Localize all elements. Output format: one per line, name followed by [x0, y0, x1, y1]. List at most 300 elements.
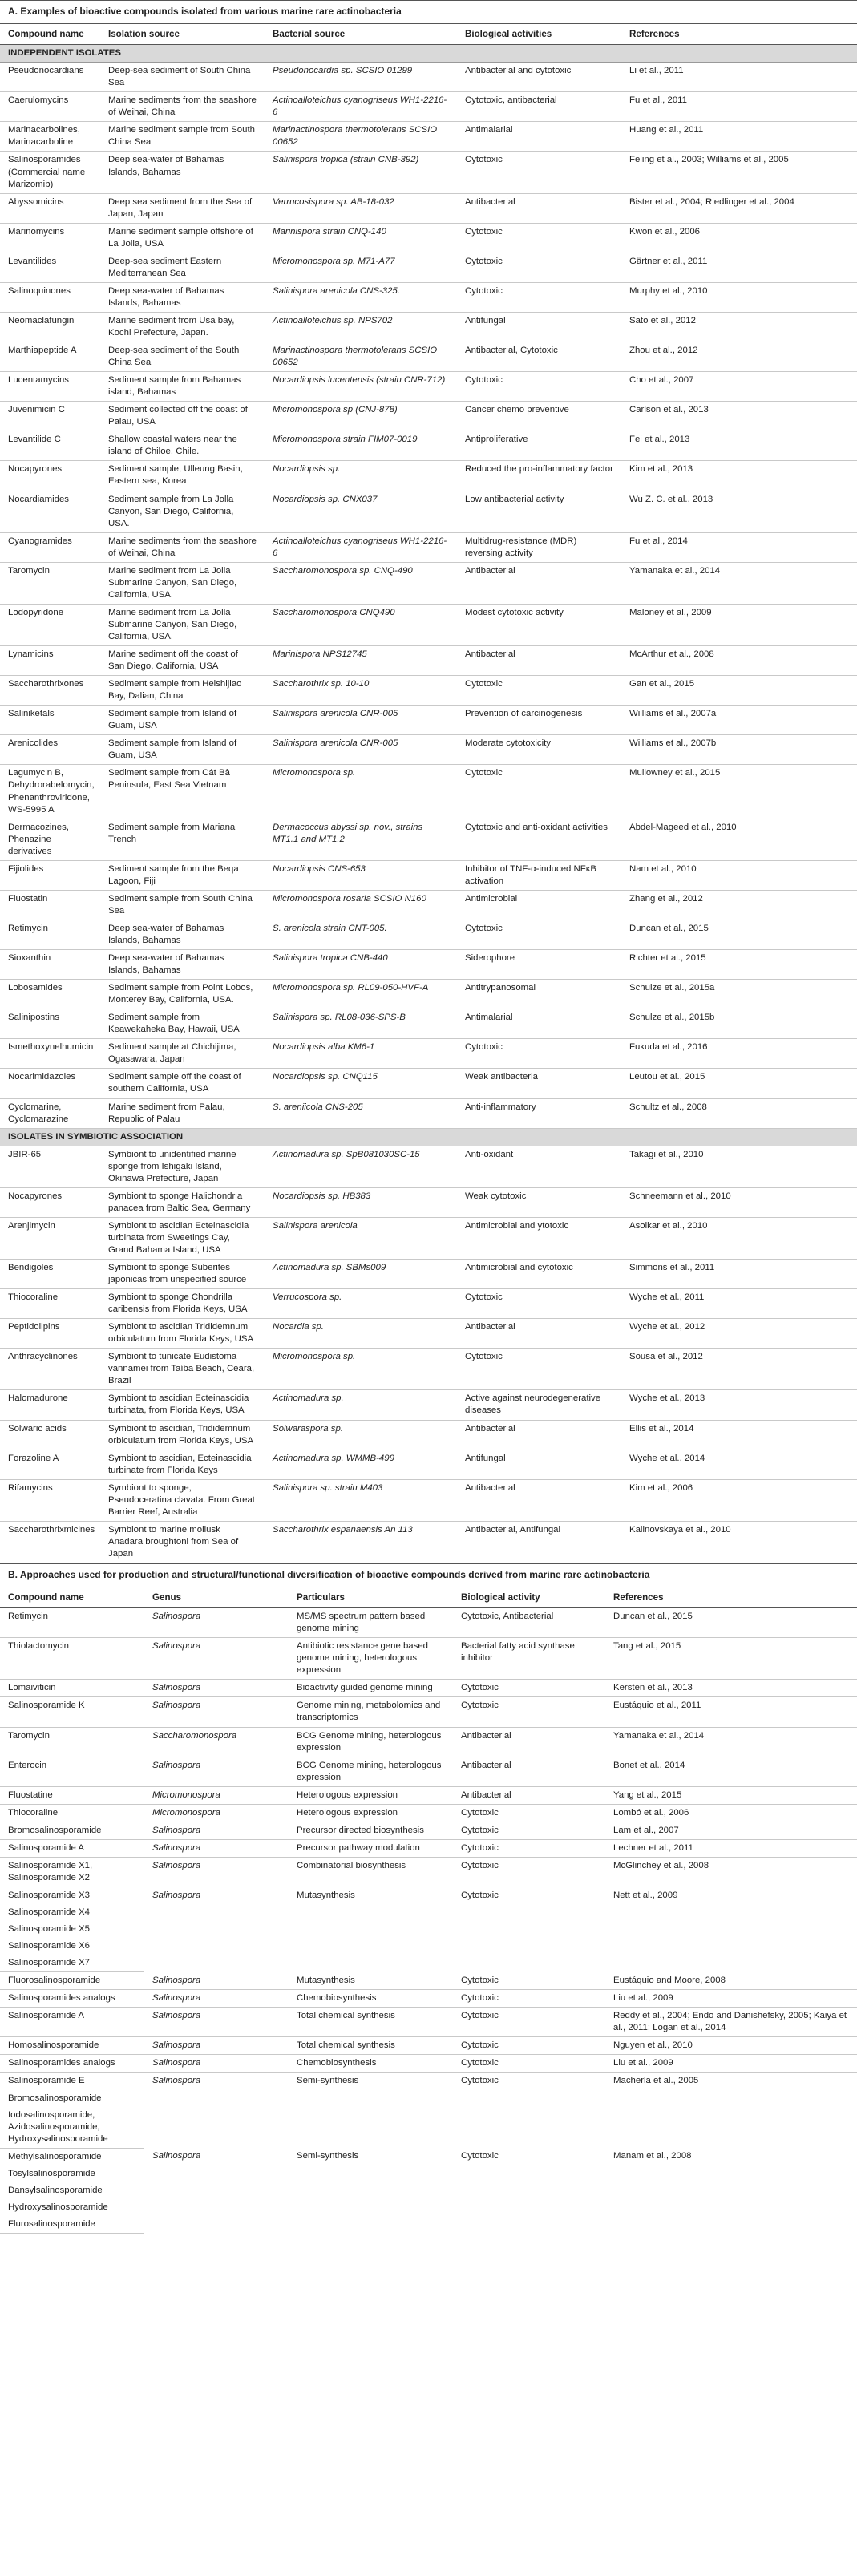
cell-bacterial-source: Salinispora arenicola CNR-005 [265, 706, 457, 735]
cell-references: Liu et al., 2009 [605, 2055, 857, 2073]
cell-biological-activity: Bacterial fatty acid synthase inhibitor [453, 1638, 605, 1680]
cell-particulars: Heterologous expression [289, 1786, 453, 1804]
table-row [0, 2055, 857, 2073]
cell-references: Manam et al., 2008 [613, 2151, 692, 2161]
cell-bacterial-source: Actinomadura sp. WMMB-499 [265, 1450, 457, 1479]
cell-compound-name: Saccharothrixones [0, 676, 100, 706]
cell-references: Williams et al., 2007b [621, 735, 857, 765]
cell-bacterial-source: Actinomadura sp. SBMs009 [265, 1260, 457, 1289]
cell-references: Wu Z. C. et al., 2013 [621, 491, 857, 532]
cell-bacterial-source: Marinispora strain CNQ-140 [265, 223, 457, 253]
cell-biological-activities: Cytotoxic and anti-oxidant activities [457, 819, 621, 860]
cell-isolation-source: Sediment sample off the coast of southern California, USA [100, 1069, 265, 1098]
cell-biological-activities: Antimalarial [457, 1009, 621, 1039]
cell-references: Schulze et al., 2015b [621, 1009, 857, 1039]
cell-bacterial-source: Salinispora tropica (strain CNB-392) [265, 152, 457, 193]
col-compound-name: Compound name [0, 24, 100, 45]
cell-biological-activities: Antibacterial [457, 1420, 621, 1450]
cell-references: Takagi et al., 2010 [621, 1146, 857, 1187]
table-row [0, 819, 857, 860]
cell-bacterial-source: Saccharothrix sp. 10-10 [265, 676, 457, 706]
cell-compound-name: Lodopyridone [0, 604, 100, 645]
cell-isolation-source: Symbiont to ascidian Ecteinascidia turbinata from Sweetings Cay, Grand Bahama Island, USA [100, 1217, 265, 1259]
cell-bacterial-source: Micromonospora sp. RL09-050-HVF-A [265, 980, 457, 1009]
cell-references: Tang et al., 2015 [605, 1638, 857, 1680]
cell-compound-name: Thiolactomycin [0, 1638, 144, 1680]
cell-compound-name: Bendigoles [0, 1260, 100, 1289]
table-row [0, 1727, 857, 1757]
cell-references: Reddy et al., 2004; Endo and Danishefsky, 2005; Kaiya et al., 2011; Logan et al., 2014 [605, 2008, 857, 2037]
cell-biological-activity: Cytotoxic [453, 1857, 605, 1887]
cell-isolation-source: Sediment sample at Chichijima, Ogasawara, Japan [100, 1039, 265, 1069]
table-row [0, 461, 857, 491]
section-a-title: A. Examples of bioactive compounds isolated from various marine rare actinobacteria [0, 0, 857, 24]
col-isolation-source: Isolation source [100, 24, 265, 45]
cell-references: Li et al., 2011 [621, 63, 857, 92]
cell-biological-activities: Antibacterial [457, 1479, 621, 1521]
cell-bacterial-source: Saccharomonospora CNQ490 [265, 604, 457, 645]
col-biological-activities: Biological activities [457, 24, 621, 45]
cell-compound-name: Salinosporamide A [0, 2008, 144, 2037]
cell-bacterial-source: Pseudonocardia sp. SCSIO 01299 [265, 63, 457, 92]
cell-compound-name: Lucentamycins [0, 372, 100, 402]
cell-genus: Salinospora [152, 2076, 201, 2086]
cell-genus: Salinospora [152, 2151, 201, 2161]
cell-compound-name: Bromosalinosporamide [0, 1822, 144, 1839]
cell-compound-name: Lagumycin B, Dehydrorabelomycin, Phenanthroviridone, WS-5995 A [0, 765, 100, 819]
cell-compound-name: Flurosalinosporamide [0, 2216, 144, 2234]
cell-biological-activities: Multidrug-resistance (MDR) reversing activity [457, 532, 621, 562]
cell-isolation-source: Symbiont to marine mollusk Anadara broughtoni from Sea of Japan [100, 1521, 265, 1563]
cell-genus: Salinospora [144, 1757, 289, 1786]
table-row [0, 860, 857, 890]
cell-references: Bonet et al., 2014 [605, 1757, 857, 1786]
cell-biological-activities: Antimicrobial [457, 890, 621, 920]
cell-compound-name: Hydroxysalinosporamide [8, 2202, 108, 2212]
cell-compound-name: Enterocin [0, 1757, 144, 1786]
cell-bacterial-source: Micromonospora sp. [265, 1349, 457, 1390]
cell-isolation-source: Deep-sea sediment of the South China Sea [100, 342, 265, 372]
cell-isolation-source: Sediment sample from Heishijiao Bay, Dalian, China [100, 676, 265, 706]
cell-isolation-source: Symbiont to ascidian Trididemnum orbiculatum from Florida Keys, USA [100, 1319, 265, 1349]
table-row [0, 1349, 857, 1390]
cell-genus: Salinospora [144, 1638, 289, 1680]
cell-genus: Salinospora [144, 1839, 289, 1857]
cell-references: Kim et al., 2006 [621, 1479, 857, 1521]
cell-particulars: Chemobiosynthesis [289, 2055, 453, 2073]
cell-bacterial-source: Nocardiopsis sp. [265, 461, 457, 491]
cell-bacterial-source: Salinispora tropica CNB-440 [265, 950, 457, 980]
table-row [0, 1990, 857, 2008]
cell-particulars: Semi-synthesis [297, 2151, 359, 2161]
cell-compound-name: Arenicolides [0, 735, 100, 765]
cell-bacterial-source: Verrucospora sp. [265, 1289, 457, 1319]
cell-biological-activity: Cytotoxic [453, 1697, 605, 1727]
cell-genus: Salinospora [144, 2008, 289, 2037]
table-row [0, 1887, 857, 1904]
table-row [0, 735, 857, 765]
cell-biological-activities: Moderate cytotoxicity [457, 735, 621, 765]
cell-bacterial-source: Micromonospora rosaria SCSIO N160 [265, 890, 457, 920]
cell-references: Sato et al., 2012 [621, 312, 857, 342]
table-row [0, 431, 857, 461]
cell-isolation-source: Deep-sea sediment Eastern Mediterranean Sea [100, 253, 265, 282]
cell-bacterial-source: Salinispora sp. strain M403 [265, 1479, 457, 1521]
cell-references: Williams et al., 2007a [621, 706, 857, 735]
table-row [0, 1786, 857, 1804]
cell-references: Ellis et al., 2014 [621, 1420, 857, 1450]
table-row [0, 1757, 857, 1786]
col-particulars: Particulars [289, 1587, 453, 1608]
cell-isolation-source: Sediment sample from Mariana Trench [100, 819, 265, 860]
cell-isolation-source: Marine sediment from La Jolla Submarine Canyon, San Diego, California, USA. [100, 604, 265, 645]
cell-bacterial-source: Nocardiopsis sp. CNQ115 [265, 1069, 457, 1098]
cell-references: Lechner et al., 2011 [605, 1839, 857, 1857]
cell-references: Leutou et al., 2015 [621, 1069, 857, 1098]
cell-compound-name: Fluorosalinosporamide [0, 1972, 144, 1990]
cell-isolation-source: Sediment sample from Cát Bà Peninsula, East Sea Vietnam [100, 765, 265, 819]
cell-compound-name: Pseudonocardians [0, 63, 100, 92]
col-genus: Genus [144, 1587, 289, 1608]
cell-references: Kwon et al., 2006 [621, 223, 857, 253]
cell-references: Kersten et al., 2013 [605, 1680, 857, 1697]
cell-particulars: MS/MS spectrum pattern based genome mining [289, 1608, 453, 1638]
cell-isolation-source: Symbiont to tunicate Eudistoma vannamei from Taíba Beach, Ceará, Brazil [100, 1349, 265, 1390]
cell-particulars: Chemobiosynthesis [289, 1990, 453, 2008]
cell-bacterial-source: Salinispora sp. RL08-036-SPS-B [265, 1009, 457, 1039]
cell-isolation-source: Deep sea-water of Bahamas Islands, Bahamas [100, 152, 265, 193]
table-row [0, 1319, 857, 1349]
cell-biological-activities: Cytotoxic [457, 223, 621, 253]
cell-isolation-source: Sediment sample from South China Sea [100, 890, 265, 920]
cell-references: McArthur et al., 2008 [621, 646, 857, 676]
group-header [0, 45, 857, 63]
cell-biological-activities: Cytotoxic [457, 1039, 621, 1069]
cell-references: Fu et al., 2011 [621, 92, 857, 122]
cell-isolation-source: Sediment collected off the coast of Palau, USA [100, 402, 265, 431]
cell-biological-activities: Antimicrobial and ytotoxic [457, 1217, 621, 1259]
table-row [0, 152, 857, 193]
cell-compound-name: Retimycin [0, 1608, 144, 1638]
cell-bacterial-source: Nocardiopsis lucentensis (strain CNR-712) [265, 372, 457, 402]
cell-isolation-source: Marine sediment from Usa bay, Kochi Prefecture, Japan. [100, 312, 265, 342]
cell-compound-name: Marthiapeptide A [0, 342, 100, 372]
cell-bacterial-source: Saccharomonospora sp. CNQ-490 [265, 562, 457, 604]
cell-isolation-source: Symbiont to sponge Halichondria panacea from Baltic Sea, Germany [100, 1187, 265, 1217]
cell-references: Nett et al., 2009 [613, 1890, 678, 1900]
cell-biological-activity: Antibacterial [453, 1727, 605, 1757]
table-row [0, 1039, 857, 1069]
table-row [0, 193, 857, 223]
cell-isolation-source: Symbiont to ascidian, Ecteinascidia turbinate from Florida Keys [100, 1450, 265, 1479]
cell-bacterial-source: Marinactinospora thermotolerans SCSIO 00652 [265, 342, 457, 372]
cell-biological-activities: Inhibitor of TNF-α-induced NFκB activation [457, 860, 621, 890]
cell-isolation-source: Symbiont to ascidian Ecteinascidia turbinata, from Florida Keys, USA [100, 1390, 265, 1420]
cell-particulars: Precursor pathway modulation [289, 1839, 453, 1857]
cell-compound-name: Salinosporamide E [8, 2076, 85, 2086]
cell-biological-activities: Antifungal [457, 312, 621, 342]
cell-compound-name: Salinosporamide X3 [8, 1890, 90, 1900]
table-row [0, 604, 857, 645]
cell-compound-name: Peptidolipins [0, 1319, 100, 1349]
table-row [0, 1822, 857, 1839]
cell-compound-name: Salinosporamide K [0, 1697, 144, 1727]
cell-bacterial-source: Nocardiopsis sp. HB383 [265, 1187, 457, 1217]
cell-biological-activities: Weak antibacteria [457, 1069, 621, 1098]
cell-particulars: Total chemical synthesis [289, 2008, 453, 2037]
table-row [0, 950, 857, 980]
cell-compound-name: Rifamycins [0, 1479, 100, 1521]
table-row [0, 646, 857, 676]
cell-biological-activity: Cytotoxic [453, 2055, 605, 2073]
cell-references: Cho et al., 2007 [621, 372, 857, 402]
cell-isolation-source: Symbiont to sponge, Pseudoceratina clavata. From Great Barrier Reef, Australia [100, 1479, 265, 1521]
cell-biological-activities: Siderophore [457, 950, 621, 980]
cell-bacterial-source: Actinoalloteichus sp. NPS702 [265, 312, 457, 342]
cell-isolation-source: Sediment sample, Ulleung Basin, Eastern sea, Korea [100, 461, 265, 491]
cell-references: Schultz et al., 2008 [621, 1098, 857, 1128]
cell-bacterial-source: Verrucosispora sp. AB-18-032 [265, 193, 457, 223]
cell-isolation-source: Symbiont to ascidian, Trididemnum orbiculatum from Florida Keys, USA [100, 1420, 265, 1450]
group-label: ISOLATES IN SYMBIOTIC ASSOCIATION [0, 1128, 857, 1146]
cell-compound-name: Salinosporamide X7 [0, 1955, 144, 1972]
cell-bacterial-source: Salinispora arenicola [265, 1217, 457, 1259]
cell-references: Yamanaka et al., 2014 [605, 1727, 857, 1757]
cell-bacterial-source: Micromonospora sp. [265, 765, 457, 819]
cell-particulars: Bioactivity guided genome mining [289, 1680, 453, 1697]
cell-biological-activity: Antibacterial [453, 1786, 605, 1804]
cell-isolation-source: Sediment sample from the Beqa Lagoon, Fiji [100, 860, 265, 890]
cell-biological-activities: Cancer chemo preventive [457, 402, 621, 431]
cell-bacterial-source: Actinomadura sp. [265, 1390, 457, 1420]
cell-isolation-source: Deep sea sediment from the Sea of Japan, Japan [100, 193, 265, 223]
cell-compound-name: Salinosporamides (Commercial name Marizomib) [0, 152, 100, 193]
cell-bacterial-source: Actinomadura sp. SpB081030SC-15 [265, 1146, 457, 1187]
cell-bacterial-source: Marinispora NPS12745 [265, 646, 457, 676]
table-row [0, 1217, 857, 1259]
cell-compound-name: Abyssomicins [0, 193, 100, 223]
cell-compound-name: Fijiolides [0, 860, 100, 890]
cell-references: Wyche et al., 2013 [621, 1390, 857, 1420]
cell-bacterial-source: Salinispora arenicola CNS-325. [265, 282, 457, 312]
cell-compound-name: Levantilides [0, 253, 100, 282]
table-row [0, 1146, 857, 1187]
table-row [0, 1680, 857, 1697]
cell-compound-name: Taromycin [0, 1727, 144, 1757]
cell-biological-activity: Cytotoxic [453, 2008, 605, 2037]
cell-particulars: Heterologous expression [289, 1804, 453, 1822]
cell-references: Macherla et al., 2005 [613, 2076, 699, 2086]
cell-compound-name: Salinosporamide X6 [8, 1941, 90, 1951]
cell-references: Kalinovskaya et al., 2010 [621, 1521, 857, 1563]
table-row [0, 890, 857, 920]
cell-isolation-source: Sediment sample from Island of Guam, USA [100, 735, 265, 765]
cell-compound-name: Marinomycins [0, 223, 100, 253]
cell-biological-activities: Low antibacterial activity [457, 491, 621, 532]
table-row [0, 312, 857, 342]
cell-isolation-source: Deep sea-water of Bahamas Islands, Bahamas [100, 282, 265, 312]
cell-biological-activities: Cytotoxic [457, 253, 621, 282]
cell-references: Yamanaka et al., 2014 [621, 562, 857, 604]
cell-biological-activities: Antifungal [457, 1450, 621, 1479]
cell-biological-activities: Weak cytotoxic [457, 1187, 621, 1217]
table-row [0, 1098, 857, 1128]
cell-compound-name: Nocapyrones [0, 461, 100, 491]
group-label: INDEPENDENT ISOLATES [0, 45, 857, 63]
cell-compound-name: Sioxanthin [0, 950, 100, 980]
cell-compound-name: Juvenimicin C [0, 402, 100, 431]
cell-bacterial-source: Saccharothrix espanaensis An 113 [265, 1521, 457, 1563]
table-row [0, 1289, 857, 1319]
cell-isolation-source: Sediment sample from Island of Guam, USA [100, 706, 265, 735]
cell-references: Nguyen et al., 2010 [605, 2037, 857, 2055]
cell-compound-name: Dansylsalinosporamide [8, 2185, 103, 2195]
cell-particulars: Mutasynthesis [289, 1972, 453, 1990]
cell-biological-activities: Prevention of carcinogenesis [457, 706, 621, 735]
cell-isolation-source: Marine sediments from the seashore of Weihai, China [100, 532, 265, 562]
cell-bacterial-source: Nocardiopsis alba KM6-1 [265, 1039, 457, 1069]
cell-biological-activities: Cytotoxic [457, 1289, 621, 1319]
cell-compound-name: Cyanogramides [0, 532, 100, 562]
cell-bacterial-source: Dermacoccus abyssi sp. nov., strains MT1.1 and MT1.2 [265, 819, 457, 860]
cell-references: Abdel-Mageed et al., 2010 [621, 819, 857, 860]
cell-references: Fukuda et al., 2016 [621, 1039, 857, 1069]
cell-biological-activities: Cytotoxic [457, 920, 621, 949]
cell-biological-activities: Antibacterial, Antifungal [457, 1521, 621, 1563]
cell-biological-activities: Reduced the pro-inflammatory factor [457, 461, 621, 491]
table-row [0, 2148, 857, 2166]
cell-particulars: Genome mining, metabolomics and transcriptomics [289, 1697, 453, 1727]
cell-references: Huang et al., 2011 [621, 122, 857, 152]
cell-compound-name: Saccharothrixmicines [0, 1521, 100, 1563]
table-row [0, 1420, 857, 1450]
cell-compound-name: Caerulomycins [0, 92, 100, 122]
cell-biological-activities: Cytotoxic [457, 765, 621, 819]
cell-compound-name: Salinosporamide X1, Salinosporamide X2 [0, 1857, 144, 1887]
cell-biological-activities: Antitrypanosomal [457, 980, 621, 1009]
cell-bacterial-source: Actinoalloteichus cyanogriseus WH1-2216-6 [265, 92, 457, 122]
cell-compound-name: Dermacozines, Phenazine derivatives [0, 819, 100, 860]
table-row [0, 491, 857, 532]
cell-isolation-source: Marine sediment from Palau, Republic of Palau [100, 1098, 265, 1128]
cell-isolation-source: Deep sea-water of Bahamas Islands, Bahamas [100, 950, 265, 980]
table-b [0, 1587, 857, 2234]
cell-biological-activities: Antimicrobial and cytotoxic [457, 1260, 621, 1289]
cell-bacterial-source: Micromonospora strain FIM07-0019 [265, 431, 457, 461]
cell-references: Wyche et al., 2014 [621, 1450, 857, 1479]
table-row [0, 765, 857, 819]
cell-particulars: Antibiotic resistance gene based genome mining, heterologous expression [289, 1638, 453, 1680]
cell-biological-activities: Cytotoxic [457, 282, 621, 312]
cell-references: Duncan et al., 2015 [605, 1608, 857, 1638]
col-compound-name: Compound name [0, 1587, 144, 1608]
cell-biological-activities: Anti-oxidant [457, 1146, 621, 1187]
cell-genus: Salinospora [152, 1890, 201, 1900]
cell-compound-name: Salinosporamide A [0, 1839, 144, 1857]
cell-bacterial-source: Actinoalloteichus cyanogriseus WH1-2216-6 [265, 532, 457, 562]
col-biological-activity: Biological activity [453, 1587, 605, 1608]
cell-biological-activities: Active against neurodegenerative diseases [457, 1390, 621, 1420]
table-row [0, 223, 857, 253]
section-b-title: B. Approaches used for production and structural/functional diversification of bioactive compounds derived from marine rare actinobacteria [0, 1563, 857, 1587]
cell-references: Yang et al., 2015 [605, 1786, 857, 1804]
cell-compound-name: Salinosporamides analogs [0, 1990, 144, 2008]
cell-genus: Salinospora [144, 1972, 289, 1990]
cell-isolation-source: Marine sediments from the seashore of Weihai, China [100, 92, 265, 122]
cell-references: Richter et al., 2015 [621, 950, 857, 980]
cell-compound-name: Forazoline A [0, 1450, 100, 1479]
cell-biological-activities: Cytotoxic [457, 1349, 621, 1390]
col-bacterial-source: Bacterial source [265, 24, 457, 45]
cell-references: Mullowney et al., 2015 [621, 765, 857, 819]
table-row [0, 1521, 857, 1563]
cell-compound-name: Retimycin [0, 920, 100, 949]
table-row [0, 372, 857, 402]
cell-compound-name: Neomaclafungin [0, 312, 100, 342]
table-a [0, 24, 857, 1563]
cell-biological-activities: Antibacterial [457, 646, 621, 676]
cell-references: Liu et al., 2009 [605, 1990, 857, 2008]
cell-references: Zhou et al., 2012 [621, 342, 857, 372]
cell-biological-activities: Cytotoxic [457, 676, 621, 706]
cell-bacterial-source: S. areniicola CNS-205 [265, 1098, 457, 1128]
cell-references: Maloney et al., 2009 [621, 604, 857, 645]
cell-isolation-source: Marine sediment sample from South China Sea [100, 122, 265, 152]
cell-genus: Salinospora [144, 2055, 289, 2073]
cell-isolation-source: Deep-sea sediment of South China Sea [100, 63, 265, 92]
table-row [0, 1069, 857, 1098]
table-row [0, 63, 857, 92]
table-row [0, 532, 857, 562]
cell-bacterial-source: Salinispora arenicola CNR-005 [265, 735, 457, 765]
table-row [0, 1697, 857, 1727]
cell-compound-name: Nocapyrones [0, 1187, 100, 1217]
cell-isolation-source: Marine sediment sample offshore of La Jolla, USA [100, 223, 265, 253]
cell-biological-activities: Anti-inflammatory [457, 1098, 621, 1128]
cell-references: Gan et al., 2015 [621, 676, 857, 706]
cell-references: Fu et al., 2014 [621, 532, 857, 562]
cell-compound-name: Nocardiamides [0, 491, 100, 532]
cell-bacterial-source: Micromonospora sp (CNJ-878) [265, 402, 457, 431]
table-row [0, 1479, 857, 1521]
cell-biological-activities: Antibacterial [457, 193, 621, 223]
cell-compound-name: Salinosporamides analogs [0, 2055, 144, 2073]
cell-compound-name: Lomaiviticin [0, 1680, 144, 1697]
table-row [0, 282, 857, 312]
cell-references: McGlinchey et al., 2008 [605, 1857, 857, 1887]
cell-particulars: Total chemical synthesis [289, 2037, 453, 2055]
cell-references: Wyche et al., 2011 [621, 1289, 857, 1319]
cell-compound-name: Arenjimycin [0, 1217, 100, 1259]
table-row [0, 253, 857, 282]
cell-genus: Salinospora [144, 1608, 289, 1638]
cell-references: Lam et al., 2007 [605, 1822, 857, 1839]
cell-bacterial-source: Micromonospora sp. M71-A77 [265, 253, 457, 282]
cell-compound-name: JBIR-65 [0, 1146, 100, 1187]
table-row [0, 1638, 857, 1680]
cell-isolation-source: Marine sediment off the coast of San Diego, California, USA [100, 646, 265, 676]
cell-compound-name: Homosalinosporamide [0, 2037, 144, 2055]
table-row [0, 2073, 857, 2090]
cell-isolation-source: Shallow coastal waters near the island of Chiloe, Chile. [100, 431, 265, 461]
table-row [0, 2008, 857, 2037]
cell-compound-name: Salinoquinones [0, 282, 100, 312]
table-row [0, 1804, 857, 1822]
cell-biological-activity: Cytotoxic [453, 1990, 605, 2008]
table-row [0, 342, 857, 372]
table-row [0, 706, 857, 735]
cell-references: Duncan et al., 2015 [621, 920, 857, 949]
